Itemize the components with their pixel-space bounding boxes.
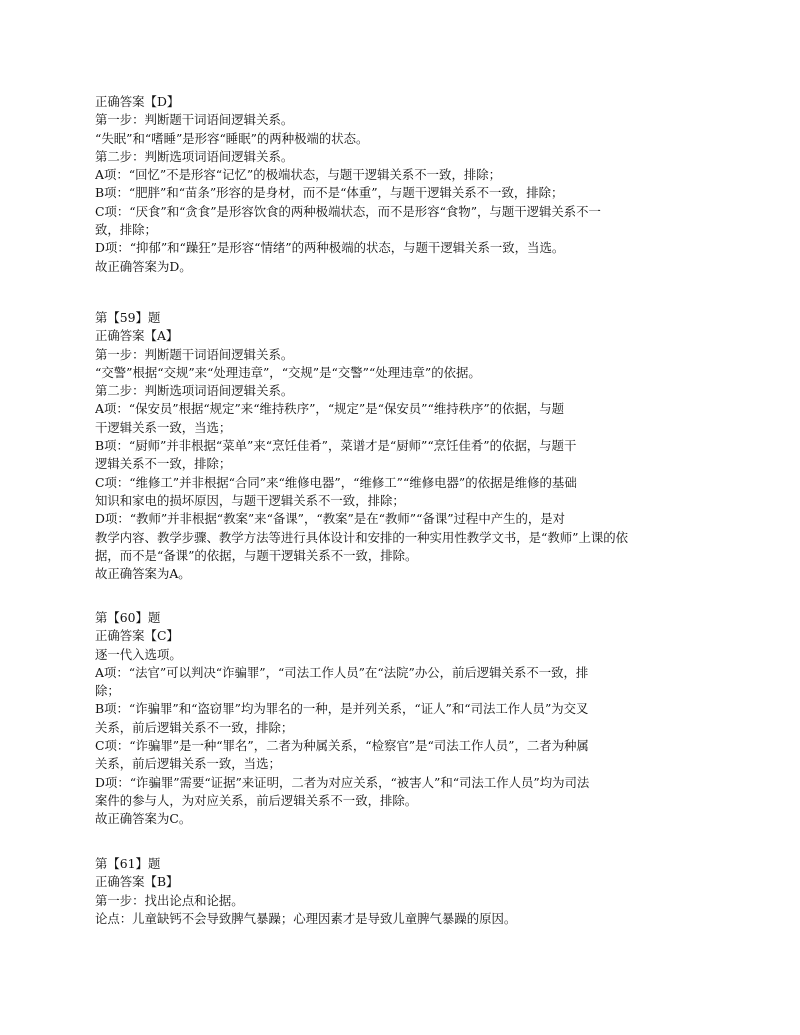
text-line: “交警”根据“交规”来“处理违章”，“交规”是“交警”“处理违章”的依据。	[95, 364, 481, 380]
text-line: D项：“抑郁”和“躁狂”是形容“情绪”的两种极端的状态，与题干逻辑关系一致，当选。	[95, 240, 565, 256]
text-line: C项：“厌食”和“贪食”是形容饮食的两种极端状态，而不是形容“食物”，与题干逻辑关系不一	[95, 203, 601, 219]
answer-line: 正确答案【A】	[95, 328, 179, 344]
question-number: 第【61】题	[95, 856, 161, 871]
text-line: B项：“诈骗罪”和“盗窃罪”均为罪名的一种，是并列关系，“证人”和“司法工作人员”为交叉	[95, 701, 589, 717]
text-line: “失眠”和“嗜睡”是形容“睡眠”的两种极端的状态。	[95, 130, 369, 146]
question-number: 第【59】题	[95, 310, 161, 325]
text-line: 第一步：判断题干词语间逻辑关系。	[95, 112, 294, 128]
answer-section-58	[95, 93, 705, 276]
conclusion-line: 故正确答案为C。	[95, 811, 192, 827]
text-line: C项：“维修工”并非根据“合同”来“维修电器”，“维修工”“维修电器”的依据是维修的基础	[95, 474, 577, 490]
question-number: 第【60】题	[95, 610, 161, 625]
text-line: 逻辑关系不一致，排除；	[95, 456, 232, 472]
conclusion-line: 故正确答案为D。	[95, 258, 192, 274]
text-line: 逐一代入选项。	[95, 646, 182, 662]
text-line: 除；	[95, 683, 120, 699]
text-line: A项：“法官”可以判决“诈骗罪”，“司法工作人员”在“法院”办公，前后逻辑关系不一致，排	[95, 664, 589, 680]
text-line: 关系，前后逻辑关系一致，当选；	[95, 756, 281, 772]
text-line: B项：“肥胖”和“苗条”形容的是身材，而不是“体重”，与题干逻辑关系不一致，排除；	[95, 185, 564, 201]
conclusion-line: 故正确答案为A。	[95, 566, 191, 582]
text-line: 第一步：判断题干词语间逻辑关系。	[95, 346, 294, 362]
text-line: D项：“教师”并非根据“教案”来“备课”，“教案”是在“教师”“备课”过程中产生的，是对	[95, 511, 566, 527]
text-line: 据，而不是“备课”的依据，与题干逻辑关系不一致，排除。	[95, 547, 418, 563]
text-line: 第二步：判断选项词语间逻辑关系。	[95, 148, 294, 164]
text-line: A项：“保安员”根据“规定”来“维持秩序”，“规定”是“保安员”“维持秩序”的依据，与题	[95, 401, 565, 417]
text-line: 论点：儿童缺钙不会导致脾气暴躁；心理因素才是导致儿童脾气暴躁的原因。	[95, 910, 517, 926]
text-line: 第一步：找出论点和论据。	[95, 892, 244, 908]
question-section-59	[95, 309, 705, 583]
text-line: A项：“回忆”不是形容“记忆”的极端状态，与题干逻辑关系不一致，排除；	[95, 167, 502, 183]
answer-line: 正确答案【C】	[95, 628, 179, 644]
question-section-61	[95, 855, 705, 928]
text-line: 关系，前后逻辑关系不一致，排除；	[95, 719, 294, 735]
text-line: 知识和家电的损坏原因，与题干逻辑关系不一致，排除；	[95, 492, 405, 508]
question-section-60	[95, 609, 705, 829]
text-line: 干逻辑关系一致，当选；	[95, 419, 232, 435]
text-line: B项：“厨师”并非根据“菜单”来“烹饪佳肴”，菜谱才是“厨师”“烹饪佳肴”的依据，与题干	[95, 438, 577, 454]
text-line: C项：“诈骗罪”是一种“罪名”，二者为种属关系，“检察官”是“司法工作人员”，二者为种属	[95, 738, 589, 754]
text-line: 第二步：判断选项词语间逻辑关系。	[95, 383, 294, 399]
text-line: D项：“诈骗罪”需要“证据”来证明，二者为对应关系，“被害人”和“司法工作人员”均为司法	[95, 774, 590, 790]
text-line: 案件的参与人，为对应关系，前后逻辑关系不一致，排除。	[95, 792, 418, 808]
answer-line: 正确答案【D】	[95, 94, 180, 109]
text-line: 教学内容、教学步骤、教学方法等进行具体设计和安排的一种实用性教学文书，是“教师”上课的依	[95, 529, 629, 545]
answer-line: 正确答案【B】	[95, 874, 179, 890]
text-line: 致，排除；	[95, 222, 157, 238]
